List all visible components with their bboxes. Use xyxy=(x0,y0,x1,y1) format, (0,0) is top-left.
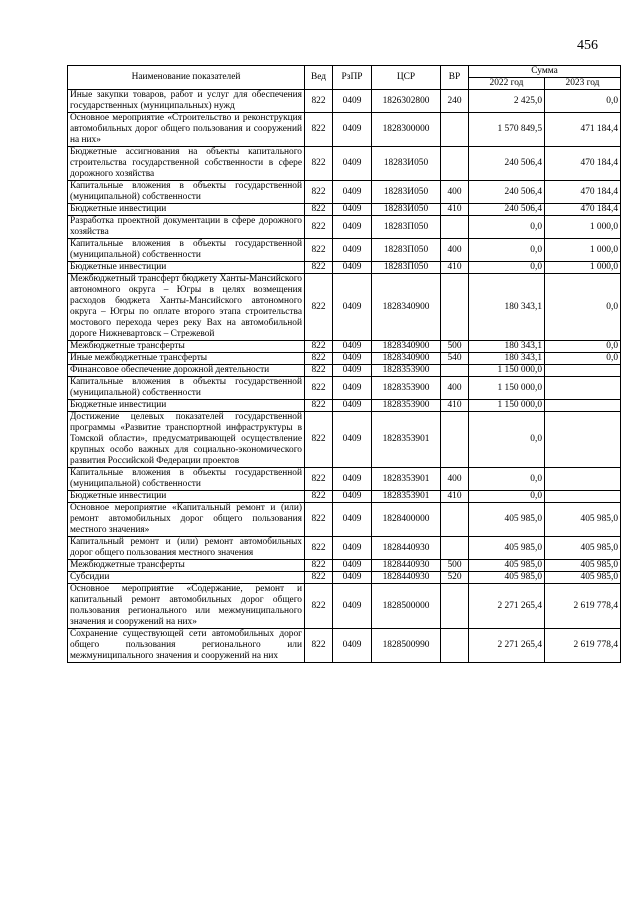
cell-ved: 822 xyxy=(305,503,333,537)
table-row xyxy=(68,204,621,216)
cell-ved: 822 xyxy=(305,412,333,468)
cell-vr xyxy=(441,584,469,629)
cell-csr: 18283П050 xyxy=(372,216,441,239)
cell-csr: 1828353901 xyxy=(372,468,441,491)
cell-2023 xyxy=(545,400,621,412)
cell-name: Капитальные вложения в объекты государственной (муниципальной) собственности xyxy=(68,239,305,262)
cell-ved: 822 xyxy=(305,400,333,412)
cell-ved: 822 xyxy=(305,113,333,147)
cell-vr: 400 xyxy=(441,239,469,262)
cell-ved: 822 xyxy=(305,377,333,400)
table-row xyxy=(68,181,621,204)
cell-csr: 1828300000 xyxy=(372,113,441,147)
header-rzpr: РзПР xyxy=(333,66,372,90)
cell-2022: 240 506,4 xyxy=(469,204,545,216)
cell-2023: 0,0 xyxy=(545,353,621,365)
cell-ved: 822 xyxy=(305,629,333,663)
cell-ved: 822 xyxy=(305,274,333,341)
cell-2022: 0,0 xyxy=(469,216,545,239)
page-number: 456 xyxy=(577,38,598,53)
header-year-2022: 2022 год xyxy=(469,78,545,90)
cell-name: Основное мероприятие «Строительство и реконструкция автомобильных дорог общего пользования и сооружений на них» xyxy=(68,113,305,147)
cell-2022: 240 506,4 xyxy=(469,181,545,204)
cell-csr: 1828340900 xyxy=(372,341,441,353)
cell-ved: 822 xyxy=(305,239,333,262)
cell-2022: 180 343,1 xyxy=(469,353,545,365)
table-row xyxy=(68,239,621,262)
table-row xyxy=(68,491,621,503)
cell-rzpr: 0409 xyxy=(333,377,372,400)
cell-2022: 2 271 265,4 xyxy=(469,629,545,663)
table-row xyxy=(68,412,621,468)
table-row xyxy=(68,584,621,629)
cell-2022: 1 150 000,0 xyxy=(469,365,545,377)
cell-vr xyxy=(441,503,469,537)
cell-csr: 1828353900 xyxy=(372,400,441,412)
table-row xyxy=(68,629,621,663)
table-row xyxy=(68,468,621,491)
cell-vr xyxy=(441,365,469,377)
cell-vr: 400 xyxy=(441,377,469,400)
table-row xyxy=(68,537,621,560)
budget-table xyxy=(67,65,621,663)
cell-2022: 405 985,0 xyxy=(469,560,545,572)
cell-name: Иные закупки товаров, работ и услуг для обеспечения государственных (муниципальных) нужд xyxy=(68,90,305,113)
cell-vr: 240 xyxy=(441,90,469,113)
cell-name: Бюджетные инвестиции xyxy=(68,204,305,216)
cell-name: Капитальные вложения в объекты государственной (муниципальной) собственности xyxy=(68,377,305,400)
cell-ved: 822 xyxy=(305,491,333,503)
cell-name: Межбюджетные трансферты xyxy=(68,560,305,572)
cell-rzpr: 0409 xyxy=(333,204,372,216)
cell-ved: 822 xyxy=(305,216,333,239)
cell-vr: 540 xyxy=(441,353,469,365)
cell-2023: 2 619 778,4 xyxy=(545,629,621,663)
cell-name: Сохранение существующей сети автомобильных дорог общего пользования регионального или межмуниципального значения и сооружений на них xyxy=(68,629,305,663)
cell-vr: 500 xyxy=(441,341,469,353)
cell-ved: 822 xyxy=(305,584,333,629)
cell-name: Бюджетные инвестиции xyxy=(68,262,305,274)
cell-rzpr: 0409 xyxy=(333,90,372,113)
header-vr: ВР xyxy=(441,66,469,90)
cell-rzpr: 0409 xyxy=(333,262,372,274)
table-row xyxy=(68,147,621,181)
cell-rzpr: 0409 xyxy=(333,400,372,412)
table-row xyxy=(68,353,621,365)
table-row xyxy=(68,377,621,400)
header-sum: Сумма xyxy=(469,66,621,78)
cell-2022: 1 150 000,0 xyxy=(469,377,545,400)
table-body xyxy=(68,90,621,663)
cell-rzpr: 0409 xyxy=(333,560,372,572)
cell-2023: 2 619 778,4 xyxy=(545,584,621,629)
cell-ved: 822 xyxy=(305,147,333,181)
cell-vr: 410 xyxy=(441,204,469,216)
cell-ved: 822 xyxy=(305,262,333,274)
cell-vr: 410 xyxy=(441,491,469,503)
cell-2023: 405 985,0 xyxy=(545,560,621,572)
cell-2022: 405 985,0 xyxy=(469,537,545,560)
cell-2023: 471 184,4 xyxy=(545,113,621,147)
cell-ved: 822 xyxy=(305,181,333,204)
cell-rzpr: 0409 xyxy=(333,412,372,468)
cell-ved: 822 xyxy=(305,204,333,216)
cell-2022: 0,0 xyxy=(469,262,545,274)
cell-vr: 500 xyxy=(441,560,469,572)
cell-vr: 520 xyxy=(441,572,469,584)
cell-csr: 1828353901 xyxy=(372,491,441,503)
cell-name: Капитальные вложения в объекты государственной (муниципальной) собственности xyxy=(68,181,305,204)
cell-vr xyxy=(441,629,469,663)
cell-ved: 822 xyxy=(305,353,333,365)
cell-2023 xyxy=(545,412,621,468)
cell-csr: 18283И050 xyxy=(372,204,441,216)
cell-rzpr: 0409 xyxy=(333,491,372,503)
cell-rzpr: 0409 xyxy=(333,629,372,663)
cell-vr: 410 xyxy=(441,400,469,412)
cell-csr: 1828440930 xyxy=(372,572,441,584)
cell-csr: 1828500000 xyxy=(372,584,441,629)
cell-ved: 822 xyxy=(305,90,333,113)
cell-csr: 1828353901 xyxy=(372,412,441,468)
cell-2022: 0,0 xyxy=(469,412,545,468)
cell-rzpr: 0409 xyxy=(333,503,372,537)
cell-csr: 1828353900 xyxy=(372,365,441,377)
cell-csr: 1828440930 xyxy=(372,560,441,572)
cell-ved: 822 xyxy=(305,341,333,353)
cell-2023: 0,0 xyxy=(545,274,621,341)
table-row xyxy=(68,560,621,572)
header-ved: Вед xyxy=(305,66,333,90)
cell-2022: 1 150 000,0 xyxy=(469,400,545,412)
cell-rzpr: 0409 xyxy=(333,216,372,239)
header-name: Наименование показателей xyxy=(68,66,305,90)
cell-csr: 1828340900 xyxy=(372,353,441,365)
cell-2023: 1 000,0 xyxy=(545,262,621,274)
cell-2022: 2 425,0 xyxy=(469,90,545,113)
cell-2023: 470 184,4 xyxy=(545,204,621,216)
cell-rzpr: 0409 xyxy=(333,584,372,629)
cell-vr: 400 xyxy=(441,468,469,491)
table-row xyxy=(68,113,621,147)
table-row xyxy=(68,262,621,274)
table-row xyxy=(68,365,621,377)
cell-rzpr: 0409 xyxy=(333,274,372,341)
header-csr: ЦСР xyxy=(372,66,441,90)
cell-2023: 405 985,0 xyxy=(545,537,621,560)
cell-name: Субсидии xyxy=(68,572,305,584)
cell-ved: 822 xyxy=(305,572,333,584)
cell-rzpr: 0409 xyxy=(333,537,372,560)
cell-csr: 18283П050 xyxy=(372,239,441,262)
cell-2023: 1 000,0 xyxy=(545,239,621,262)
cell-csr: 1828353900 xyxy=(372,377,441,400)
cell-name: Бюджетные инвестиции xyxy=(68,491,305,503)
cell-name: Финансовое обеспечение дорожной деятельности xyxy=(68,365,305,377)
cell-vr xyxy=(441,274,469,341)
cell-2023 xyxy=(545,468,621,491)
cell-2023 xyxy=(545,377,621,400)
cell-ved: 822 xyxy=(305,560,333,572)
cell-2022: 405 985,0 xyxy=(469,572,545,584)
cell-2022: 0,0 xyxy=(469,491,545,503)
cell-2022: 1 570 849,5 xyxy=(469,113,545,147)
cell-name: Капитальный ремонт и (или) ремонт автомобильных дорог общего пользования местного значения xyxy=(68,537,305,560)
cell-vr: 410 xyxy=(441,262,469,274)
cell-name: Иные межбюджетные трансферты xyxy=(68,353,305,365)
cell-2023: 470 184,4 xyxy=(545,147,621,181)
cell-vr xyxy=(441,147,469,181)
cell-vr xyxy=(441,412,469,468)
cell-name: Основное мероприятие «Капитальный ремонт и (или) ремонт автомобильных дорог общего пользования местного значения» xyxy=(68,503,305,537)
cell-csr: 18283П050 xyxy=(372,262,441,274)
cell-rzpr: 0409 xyxy=(333,147,372,181)
cell-name: Капитальные вложения в объекты государственной (муниципальной) собственности xyxy=(68,468,305,491)
cell-2022: 0,0 xyxy=(469,468,545,491)
cell-vr xyxy=(441,113,469,147)
cell-2022: 240 506,4 xyxy=(469,147,545,181)
cell-vr xyxy=(441,537,469,560)
cell-2022: 405 985,0 xyxy=(469,503,545,537)
cell-csr: 1828400000 xyxy=(372,503,441,537)
cell-csr: 1828440930 xyxy=(372,537,441,560)
cell-2022: 2 271 265,4 xyxy=(469,584,545,629)
cell-ved: 822 xyxy=(305,365,333,377)
header-row xyxy=(68,66,621,78)
table-row xyxy=(68,90,621,113)
cell-2023 xyxy=(545,491,621,503)
cell-ved: 822 xyxy=(305,537,333,560)
cell-rzpr: 0409 xyxy=(333,239,372,262)
cell-name: Межбюджетные трансферты xyxy=(68,341,305,353)
cell-2022: 180 343,1 xyxy=(469,341,545,353)
cell-vr: 400 xyxy=(441,181,469,204)
cell-2023: 0,0 xyxy=(545,341,621,353)
cell-rzpr: 0409 xyxy=(333,181,372,204)
cell-rzpr: 0409 xyxy=(333,113,372,147)
cell-2023: 0,0 xyxy=(545,90,621,113)
cell-rzpr: 0409 xyxy=(333,468,372,491)
table-row xyxy=(68,572,621,584)
cell-csr: 1828340900 xyxy=(372,274,441,341)
cell-name: Разработка проектной документации в сфере дорожного хозяйства xyxy=(68,216,305,239)
cell-rzpr: 0409 xyxy=(333,353,372,365)
cell-csr: 1826302800 xyxy=(372,90,441,113)
header-year-2023: 2023 год xyxy=(545,78,621,90)
cell-2023: 470 184,4 xyxy=(545,181,621,204)
cell-2023: 405 985,0 xyxy=(545,503,621,537)
cell-name: Бюджетные инвестиции xyxy=(68,400,305,412)
cell-2022: 0,0 xyxy=(469,239,545,262)
cell-2022: 180 343,1 xyxy=(469,274,545,341)
table-row xyxy=(68,503,621,537)
table-row xyxy=(68,216,621,239)
cell-ved: 822 xyxy=(305,468,333,491)
cell-csr: 1828500990 xyxy=(372,629,441,663)
cell-2023 xyxy=(545,365,621,377)
table-row xyxy=(68,341,621,353)
table-row xyxy=(68,274,621,341)
cell-name: Бюджетные ассигнования на объекты капитального строительства государственной собственности в сфере дорожного хозяйства xyxy=(68,147,305,181)
cell-name: Основное мероприятие «Содержание, ремонт и капитальный ремонт автомобильных дорог общего пользования регионального или межмуниципального значения и сооружений на них» xyxy=(68,584,305,629)
cell-vr xyxy=(441,216,469,239)
cell-rzpr: 0409 xyxy=(333,365,372,377)
cell-name: Достижение целевых показателей государственной программы «Развитие транспортной инфраструктуры в Томской области», предусматривающей осуществление крупных особо важных для социально-экономического развития Российской Федерации проектов xyxy=(68,412,305,468)
cell-csr: 18283И050 xyxy=(372,147,441,181)
cell-name: Межбюджетный трансферт бюджету Ханты-Мансийского автономного округа – Югры в целях возмещения расходов бюджета Ханты-Мансийского автономного округа – Югры по оплате второго этапа строительства мостового перехода через реку Вах на автомобильной дороге Нижневартовск – Стрежевой xyxy=(68,274,305,341)
table-row xyxy=(68,400,621,412)
cell-2023: 405 985,0 xyxy=(545,572,621,584)
cell-rzpr: 0409 xyxy=(333,341,372,353)
cell-rzpr: 0409 xyxy=(333,572,372,584)
cell-2023: 1 000,0 xyxy=(545,216,621,239)
cell-csr: 18283И050 xyxy=(372,181,441,204)
